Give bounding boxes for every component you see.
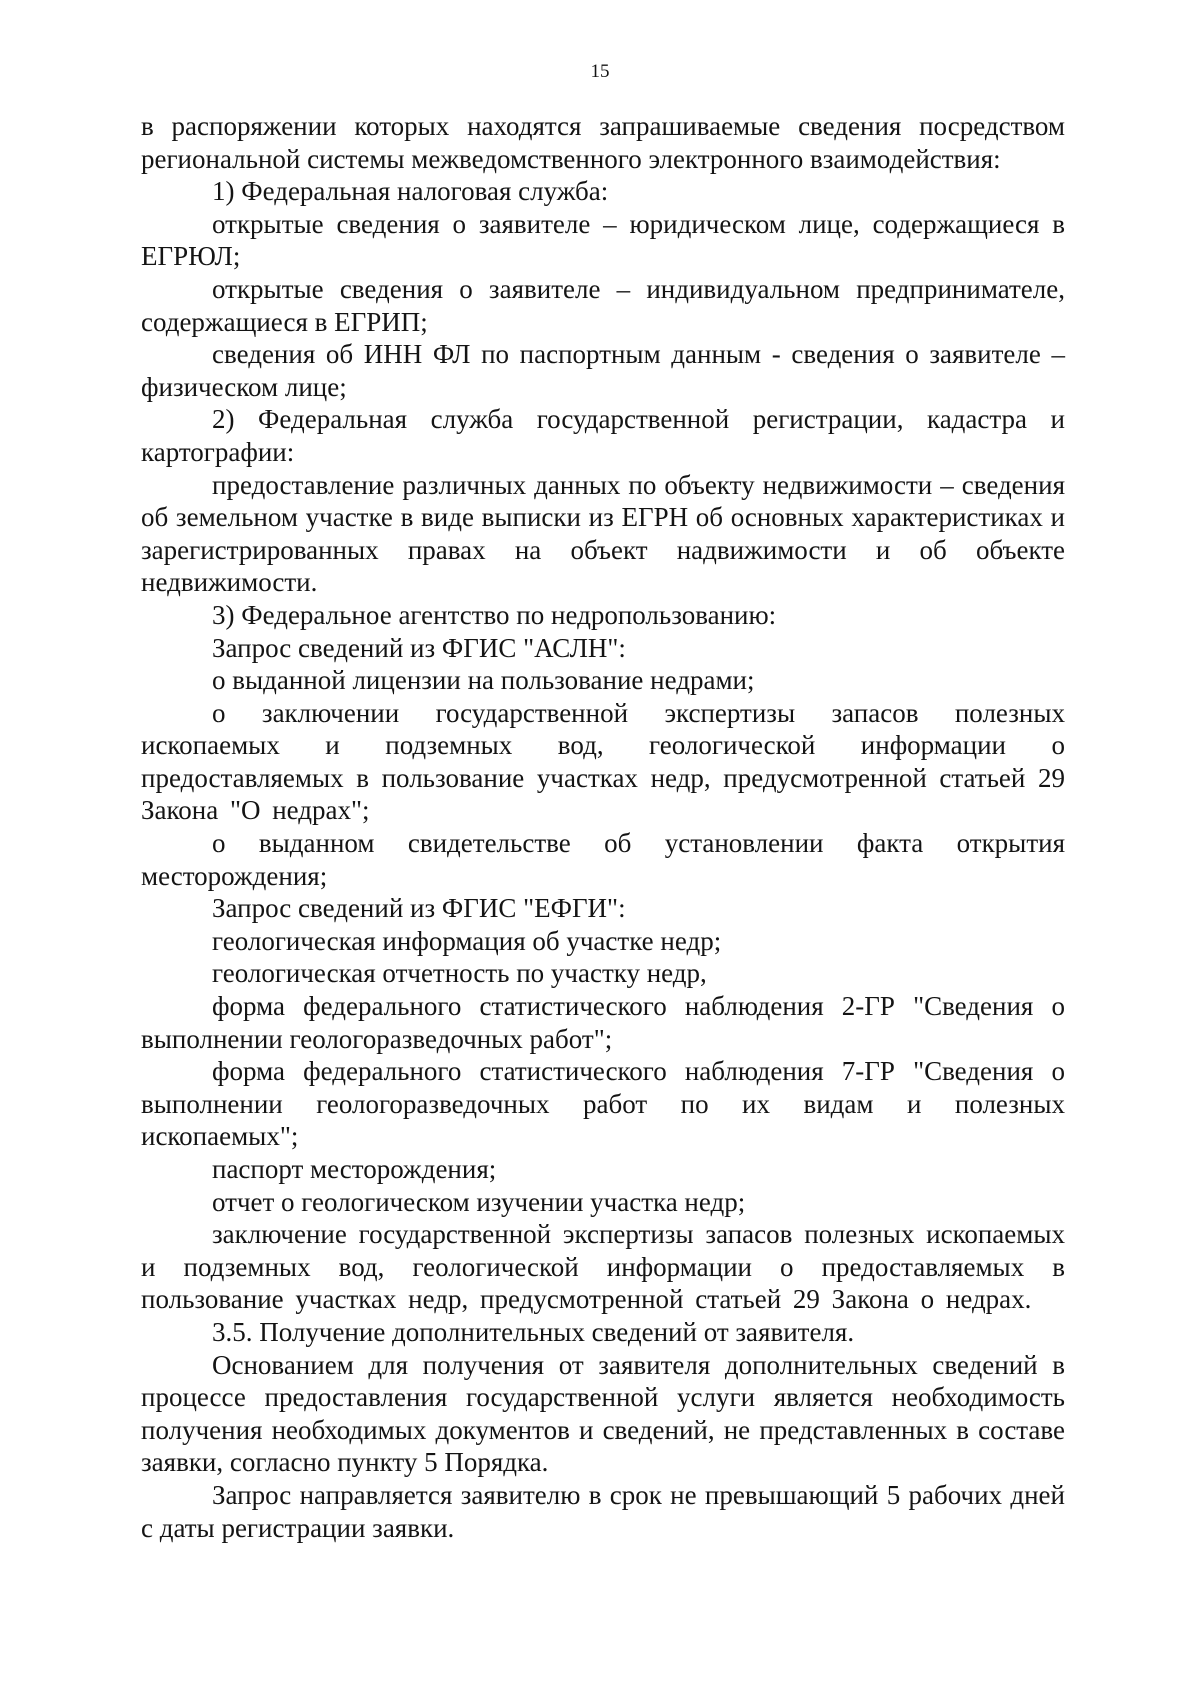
paragraph-conclusion: заключение государственной экспертизы запасов полезных ископаемых и подземных вод, геологической информации о предоставляемых в пользование участках недр, предусмотренной статьей 29 Закона о недрах.: [141, 1219, 1065, 1315]
paragraph-inn: сведения об ИНН ФЛ по паспортным данным - сведения о заявителе – физическом лице;: [141, 339, 1065, 402]
paragraph-geo-report: геологическая отчетность по участку недр,: [212, 958, 707, 989]
paragraph-section-3-5: 3.5. Получение дополнительных сведений от заявителя.: [212, 1316, 855, 1347]
paragraph-basis: Основанием для получения от заявителя дополнительных сведений в процессе предоставления государственной услуги является необходимость получения необходимых документов и сведений, не представленных в составе заявки, согласно пункту 5 Порядка.: [141, 1349, 1065, 1478]
paragraph-intro: в распоряжении которых находятся запрашиваемые сведения посредством региональной системы межведомственного электронного взаимодействия:: [141, 111, 1065, 174]
paragraph-egrul: открытые сведения о заявителе – юридическом лице, содержащиеся в ЕГРЮЛ;: [141, 208, 1065, 272]
paragraph-form-7gr: форма федерального статистического наблюдения 7-ГР "Сведения о выполнении геологоразведочных работ по их видам и полезных ископаемых";: [141, 1056, 1065, 1152]
paragraph-form-2gr: форма федерального статистического наблюдения 2-ГР "Сведения о выполнении геологоразведочных работ";: [141, 991, 1065, 1054]
paragraph-expertise: о заключении государственной экспертизы запасов полезных ископаемых и подземных вод, геологической информации о предоставляемых в пользование участках недр, предусмотренной статьей 29 Закона "О недрах";: [141, 697, 1065, 826]
page-number: 15: [590, 61, 610, 82]
paragraph-license: о выданной лицензии на пользование недрами;: [212, 665, 755, 696]
paragraph-study-report: отчет о геологическом изучении участка недр;: [212, 1186, 746, 1217]
paragraph-geo-info: геологическая информация об участке недр;: [212, 925, 722, 956]
paragraph-certificate: о выданном свидетельстве об установлении факта открытия месторождения;: [141, 828, 1065, 891]
paragraph-asln-request: Запрос сведений из ФГИС "АСЛН":: [212, 632, 626, 663]
paragraph-rosreestr: 2) Федеральная служба государственной регистрации, кадастра и картографии:: [141, 404, 1065, 467]
paragraph-deadline: Запрос направляется заявителю в срок не превышающий 5 рабочих дней с даты регистрации заявки.: [141, 1479, 1065, 1543]
paragraph-tax-service: 1) Федеральная налоговая служба:: [212, 176, 609, 207]
paragraph-efgi-request: Запрос сведений из ФГИС "ЕФГИ":: [212, 893, 626, 924]
paragraph-egrn: предоставление различных данных по объекту недвижимости – сведения об земельном участке в виде выписки из ЕГРН об основных характеристиках и зарегистрированных правах на объект надвижимости и об объекте недвижимости.: [141, 469, 1065, 598]
paragraph-rosnedra: 3) Федеральное агентство по недропользованию:: [212, 599, 777, 630]
paragraph-passport: паспорт месторождения;: [212, 1154, 497, 1184]
document-body: [141, 110, 1065, 1544]
paragraph-egrip: открытые сведения о заявителе – индивидуальном предпринимателе, содержащиеся в ЕГРИП;: [141, 273, 1065, 337]
